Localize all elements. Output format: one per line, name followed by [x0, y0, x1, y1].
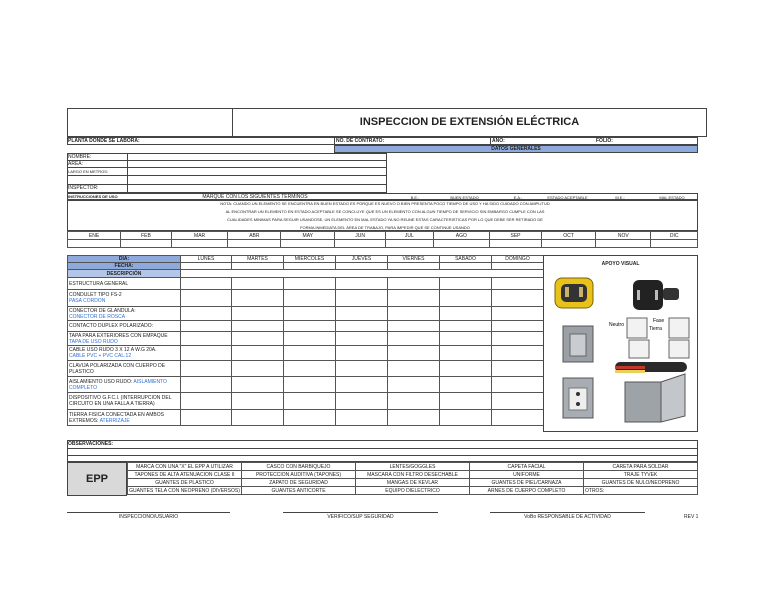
observaciones-label: OBSERVACIONES: [68, 441, 114, 447]
epp-item[interactable]: CASCO CON BARBIQUEJO [242, 463, 356, 471]
page-title: INSPECCION DE EXTENSIÓN ELÉCTRICA [359, 116, 580, 128]
day-sabado: SABADO [440, 256, 492, 263]
fecha-cell[interactable] [440, 263, 492, 270]
day-miercoles: MIERCOLES [284, 256, 336, 263]
month-ago: AGO [433, 232, 489, 240]
day-viernes: VIERNES [388, 256, 440, 263]
item-description: CONDULET TIPO FS-2 PASA CORDON [68, 290, 181, 307]
epp-item[interactable]: UNIFORME [470, 471, 584, 479]
fecha-cell[interactable] [336, 263, 388, 270]
epp-item[interactable]: GUANTES DE NULO/NEOPRENO [584, 479, 698, 487]
item-description: DISPOSITIVO G.F.C.I. (INTERRUPCION DEL CIRCUITO EN UNA FALLA A TIERRA) [68, 393, 181, 410]
largo-input[interactable] [128, 167, 387, 175]
fecha-cell[interactable] [284, 263, 336, 270]
outlet-cover-icon [563, 378, 593, 418]
item-description: AISLAMIENTO USO RUDO: AISLAMIENTO COMPLETO [68, 377, 181, 393]
nombre-label: NOMBRE: [68, 154, 92, 160]
month-abr: ABR [228, 232, 281, 240]
months-table [67, 231, 698, 248]
apoyo-visual-title: APOYO VISUAL [601, 261, 640, 267]
fecha-cell[interactable] [388, 263, 440, 270]
epp-item[interactable]: CAPETA FACIAL [470, 463, 584, 471]
largo-label: LARGO EN METROS: [68, 169, 109, 174]
weatherproof-cover-icon [625, 374, 685, 422]
epp-item[interactable]: GUANTES DE PLASTICO [128, 479, 242, 487]
anio-label: AÑO: [492, 138, 505, 144]
instrucciones-label: INSTRUCCIONES DE USO [68, 194, 118, 199]
month-ene: ENE [68, 232, 121, 240]
fecha-label: FECHA: [68, 263, 181, 270]
nota-line-1: NOTA: CUANDO UN ELEMENTO SE ENCUENTRA EN BUEN ESTADO ES PORQUE ES NUEVO O BIEN PRESENTA POCO TIEMPO DE USO Y HA SIDO CUIDADO CON AMPLITUD [220, 201, 550, 206]
month-feb: FEB [121, 232, 172, 240]
epp-item[interactable]: PROTECCION AUDITIVA (TAPONES) [242, 471, 356, 479]
tierra-label: Tierra [649, 326, 662, 332]
planta-label: PLANTA DONDE SE LABORA: [68, 138, 140, 144]
inspector-input[interactable] [128, 184, 387, 193]
month-cell[interactable] [596, 240, 651, 248]
inspector-label: INSPECTOR: [68, 185, 99, 191]
item-description: TAPA PARA EXTERIORES CON EMPAQUE TAPA DE USO RUDO [68, 332, 181, 346]
epp-item[interactable]: MASCARA CON FILTRO DESECHABLE [356, 471, 470, 479]
epp-item[interactable]: GUANTES TELA CON NEOPRENO (DIVERSOS) [129, 487, 240, 494]
item-description: ESTRUCTURA GENERAL [68, 278, 181, 290]
item-description: CONECTOR DE GLANDULA: CONECTOR DE ROSCA [68, 307, 181, 321]
code-ea: E.A.: [513, 195, 523, 200]
neutro-label: Neutro [609, 322, 625, 328]
fecha-cell[interactable] [492, 263, 544, 270]
cable-icon [615, 362, 687, 373]
fase-label: Fase [653, 318, 665, 324]
fecha-cell[interactable] [232, 263, 284, 270]
contrato-label: NO. DE CONTRATO: [336, 138, 385, 144]
observaciones-input[interactable] [68, 449, 696, 461]
month-oct: OCT [542, 232, 596, 240]
signature-vobo: VoBo RESPONSABLE DE ACTIVIDAD [524, 514, 611, 520]
month-jun: JUN [335, 232, 386, 240]
month-cell[interactable] [171, 240, 227, 248]
month-dic: DIC [651, 232, 698, 240]
nombre-input[interactable] [128, 153, 387, 160]
folio-label: FOLIO: [596, 138, 613, 144]
signature-line-1 [67, 512, 230, 513]
month-may: MAY [281, 232, 335, 240]
month-cell[interactable] [542, 240, 596, 248]
epp-item[interactable]: GUANTES DE PIEL/CARNAZA [470, 479, 584, 487]
month-cell[interactable] [433, 240, 489, 248]
nota-line-2: AL ENCONTRAR UN ELEMENTO EN ESTADO ACEPTABLE SE CONCLUYE QUE ES UN ELEMENTO CON ALGUN TIEMPO DE SERVICIO SIN EMBARGO CUMPLE CON LAS [225, 209, 545, 214]
epp-item[interactable]: ARNES DE CUERPO COMPLETO [470, 487, 584, 495]
day-martes: MARTES [232, 256, 284, 263]
signature-inspecciono: INSPECCIONO/USUARIO [118, 514, 179, 520]
condulet-box-icon [563, 326, 593, 362]
epp-item[interactable]: MARCA CON UNA "X" EL EPP A UTILIZAR [128, 463, 242, 471]
signature-line-3 [490, 512, 645, 513]
month-mar: MAR [171, 232, 227, 240]
nota-line-4: FORMA INMEDIATA DEL ÁREA DE TRABAJO, PARA IMPEDIR QUE SE CONTINUE USANDO [300, 225, 470, 230]
epp-item[interactable]: EQUIPO DIELECTRICO [356, 487, 470, 495]
month-jul: JUL [386, 232, 434, 240]
month-cell[interactable] [490, 240, 542, 248]
month-cell[interactable] [121, 240, 172, 248]
outlet-diagram-icon [627, 318, 689, 358]
datos-generales-header: DATOS GENERALES [334, 145, 698, 153]
code-me: M.E.: [615, 195, 625, 200]
nota-line-3: CUALIDADES MINIMAS PARA SEGUIR USANDOSE, UN ELEMENTO EN MAL ESTADO YA NO REUNE ESTAS CARACTERISTICAS POR LO QUE DEBE SER RETIRADO DE [227, 217, 543, 222]
item-description: CONTACTO DUPLEX POLARIZADO: [68, 321, 181, 332]
marque-label: MARQUE CON LOS SIGUIENTES TERMINOS [202, 194, 308, 200]
epp-item[interactable]: MANGAS DE KEVLAR [356, 479, 470, 487]
month-cell[interactable] [335, 240, 386, 248]
day-domingo: DOMINGO [492, 256, 544, 263]
day-lunes: LUNES [181, 256, 232, 263]
epp-table [127, 462, 698, 495]
epp-item[interactable]: ZAPATO DE SEGURIDAD [242, 479, 356, 487]
epp-item[interactable]: LENTES/GOGGLES [356, 463, 470, 471]
epp-item[interactable]: TRAJE TYVEK [584, 471, 698, 479]
dia-label: DIA: [68, 256, 181, 263]
apoyo-visual-images [545, 270, 697, 430]
month-cell[interactable] [386, 240, 434, 248]
yellow-plug-icon [555, 278, 593, 308]
epp-item[interactable]: TAPONES DE ALTA ATENUACION CLASE II [128, 471, 242, 479]
code-be: B.E.: [410, 195, 420, 200]
epp-item[interactable]: CARETA PARA SOLDAR [584, 463, 698, 471]
signature-verifico: VERIFICO/SUP SEGURIDAD [327, 514, 394, 520]
area-label: ÁREA: [68, 161, 84, 167]
month-sep: SEP [490, 232, 542, 240]
black-plug-icon [633, 280, 679, 310]
area-input[interactable] [128, 160, 387, 167]
month-cell[interactable] [281, 240, 335, 248]
inspection-table [67, 255, 544, 426]
code-ea-text: ESTADO ACEPTABLE [547, 195, 588, 200]
epp-item[interactable]: GUANTES ANTICORTE [242, 487, 356, 495]
month-cell[interactable] [68, 240, 121, 248]
descripcion-header: DESCRIPCIÓN [68, 270, 181, 278]
item-description: CABLE USO RUDO 3 X 12 A W.G 20A. CABLE PVC + PVC CAL.12 [68, 346, 181, 361]
item-description: TIERRA FISICA CONECTADA EN AMBOS EXTREMOS: ATERRIZAJE [68, 410, 181, 426]
day-jueves: JUEVES [336, 256, 388, 263]
month-cell[interactable] [651, 240, 698, 248]
code-me-text: MAL ESTADO [659, 195, 685, 200]
epp-label: EPP [67, 462, 127, 496]
month-nov: NOV [596, 232, 651, 240]
fecha-cell[interactable] [181, 263, 232, 270]
signature-line-2 [283, 512, 438, 513]
month-cell[interactable] [228, 240, 281, 248]
code-be-text: BUEN ESTADO [450, 195, 479, 200]
epp-item[interactable]: OTROS: [584, 487, 698, 495]
item-description: CLAVIJA POLARIZADA CON CUERPO DE PLASTICO [68, 361, 181, 377]
revision-label: REV 1 [684, 514, 699, 520]
